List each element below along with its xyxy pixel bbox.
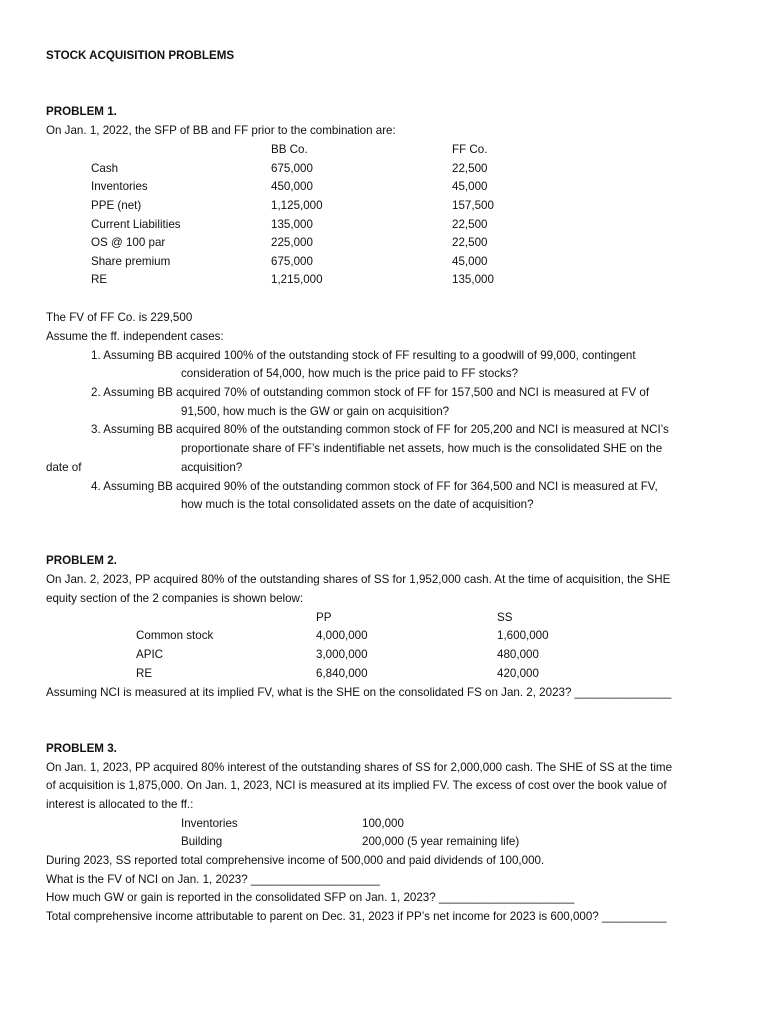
case3-line2: proportionate share of FF’s indentifiable net assets, how much is the consolidated SHE on the — [181, 442, 663, 455]
bb-value: 1,215,000 — [271, 273, 323, 286]
problem2-question: Assuming NCI is measured at its implied FV, what is the SHE on the consolidated FS on Jan. 2, 2023? _______________ — [46, 686, 672, 699]
document-title: STOCK ACQUISITION PROBLEMS — [46, 49, 235, 62]
column-header-bb: BB Co. — [271, 143, 308, 156]
case3-line3: acquisition? — [181, 461, 243, 474]
problem2-line2: equity section of the 2 companies is shown below: — [46, 592, 304, 605]
problem3-question3: Total comprehensive income attributable to parent on Dec. 31, 2023 if PP’s net income for 2023 is 600,000? __________ — [46, 910, 667, 923]
problem3-line4: During 2023, SS reported total comprehensive income of 500,000 and paid dividends of 100,000. — [46, 854, 545, 867]
pp-value: 6,840,000 — [316, 667, 368, 680]
assume-statement: Assume the ff. independent cases: — [46, 330, 224, 343]
case1-line1: 1. Assuming BB acquired 100% of the outstanding stock of FF resulting to a goodwill of 99,000, contingent — [91, 349, 636, 362]
bb-value: 135,000 — [271, 218, 313, 231]
row-value: 100,000 — [362, 817, 404, 830]
pp-value: 4,000,000 — [316, 629, 368, 642]
problem3-question2: How much GW or gain is reported in the consolidated SFP on Jan. 1, 2023? _____________________ — [46, 891, 575, 904]
bb-value: 1,125,000 — [271, 199, 323, 212]
problem3-question1: What is the FV of NCI on Jan. 1, 2023? ____________________ — [46, 873, 380, 886]
case2-line1: 2. Assuming BB acquired 70% of outstanding common stock of FF for 157,500 and NCI is measured at FV of — [91, 386, 650, 399]
problem3-line2: of acquisition is 1,875,000. On Jan. 1, 2023, NCI is measured at its implied FV. The excess of cost over the book value of — [46, 779, 667, 792]
row-label: RE — [91, 273, 108, 286]
row-label: Inventories — [91, 180, 148, 193]
problem3-heading: PROBLEM 3. — [46, 742, 117, 755]
row-label: Current Liabilities — [91, 218, 181, 231]
bb-value: 450,000 — [271, 180, 313, 193]
ff-value: 135,000 — [452, 273, 494, 286]
ff-value: 22,500 — [452, 236, 488, 249]
row-label: Common stock — [136, 629, 214, 642]
problem1-heading: PROBLEM 1. — [46, 105, 117, 118]
case2-line2: 91,500, how much is the GW or gain on acquisition? — [181, 405, 450, 418]
column-header-pp: PP — [316, 611, 332, 624]
row-label: Building — [181, 835, 223, 848]
row-label: Inventories — [181, 817, 238, 830]
problem1-intro: On Jan. 1, 2022, the SFP of BB and FF prior to the combination are: — [46, 124, 396, 137]
fv-statement: The FV of FF Co. is 229,500 — [46, 311, 193, 324]
row-label: OS @ 100 par — [91, 236, 166, 249]
problem2-line1: On Jan. 2, 2023, PP acquired 80% of the outstanding shares of SS for 1,952,000 cash. At the time of acquisition, the SHE — [46, 573, 671, 586]
column-header-ss: SS — [497, 611, 513, 624]
row-value: 200,000 (5 year remaining life) — [362, 835, 520, 848]
problem2-heading: PROBLEM 2. — [46, 554, 117, 567]
ff-value: 22,500 — [452, 162, 488, 175]
row-label: Share premium — [91, 255, 171, 268]
ff-value: 157,500 — [452, 199, 494, 212]
ss-value: 480,000 — [497, 648, 539, 661]
case3-line1: 3. Assuming BB acquired 80% of the outstanding common stock of FF for 205,200 and NCI is measured at NCI’s — [91, 423, 669, 436]
bb-value: 225,000 — [271, 236, 313, 249]
case1-line2: consideration of 54,000, how much is the price paid to FF stocks? — [181, 367, 519, 380]
ss-value: 1,600,000 — [497, 629, 549, 642]
ff-value: 45,000 — [452, 180, 488, 193]
problem3-line1: On Jan. 1, 2023, PP acquired 80% interest of the outstanding shares of SS for 2,000,000 cash. The SHE of SS at the time — [46, 761, 673, 774]
ff-value: 45,000 — [452, 255, 488, 268]
pp-value: 3,000,000 — [316, 648, 368, 661]
row-label: RE — [136, 667, 153, 680]
bb-value: 675,000 — [271, 162, 313, 175]
case4-line1: 4. Assuming BB acquired 90% of the outstanding common stock of FF for 364,500 and NCI is measured at FV, — [91, 480, 658, 493]
case3-date-of: date of — [46, 461, 82, 474]
problem3-line3: interest is allocated to the ff.: — [46, 798, 194, 811]
ff-value: 22,500 — [452, 218, 488, 231]
row-label: APIC — [136, 648, 164, 661]
bb-value: 675,000 — [271, 255, 313, 268]
case4-line2: how much is the total consolidated assets on the date of acquisition? — [181, 498, 534, 511]
ss-value: 420,000 — [497, 667, 539, 680]
column-header-ff: FF Co. — [452, 143, 488, 156]
row-label: Cash — [91, 162, 119, 175]
row-label: PPE (net) — [91, 199, 142, 212]
